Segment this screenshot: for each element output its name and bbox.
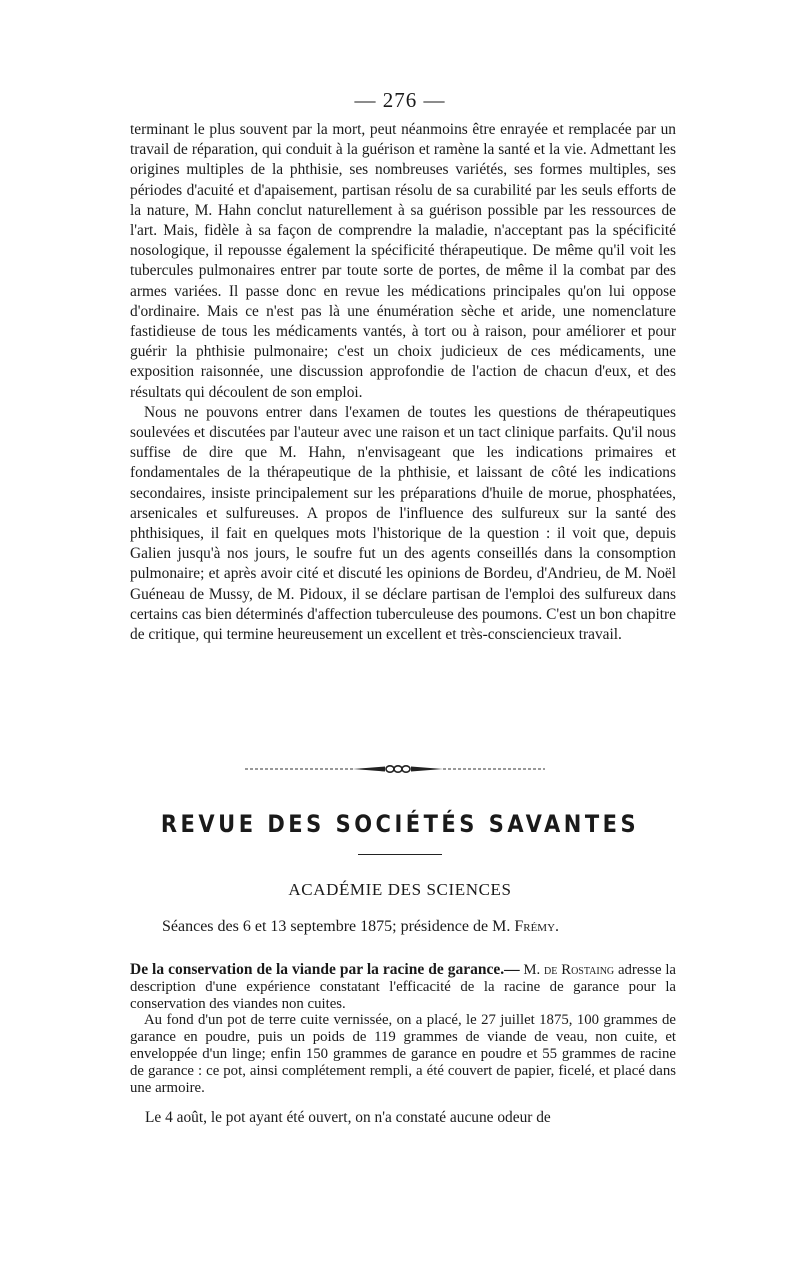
article-paragraph: Au fond d'un pot de terre cuite vernissée, on a placé, le 27 juillet 1875, 100 grammes de garance en poudre, puis un poids de 119 grammes de viande de veau, non cuite, et enveloppée d'un linge; enfin 150 grammes de garance en poudre et 55 grammes de racine de garance : ce pot, ainsi complétement rempli, a été couvert de papier, ficelé, et placé dans une armoire. — [130, 1012, 676, 1096]
page-number: — 276 — — [354, 88, 446, 112]
review-text — [130, 120, 676, 645]
article — [130, 962, 676, 1096]
session-line — [162, 918, 559, 936]
title-rule — [358, 854, 442, 855]
article-text: adresse la description d'une expérience constatant l'efficacité de la racine de garance pour la conservation des viandes non cuites. — [130, 962, 676, 1012]
article-author: M. de Rostaing — [523, 962, 615, 978]
session-president: Frémy. — [514, 918, 560, 935]
paragraph: terminant le plus souvent par la mort, peut néanmoins être enrayée et remplacée par un travail de réparation, qui conduit à la guérison et ramène la santé et la vie. Admettant les origines multiples de la phthisie, ses nombreuses variétés, ses formes multiples, ses périodes d'acuité et d'apaisement, partisan résolu de sa curabilité par les seuls efforts de la nature, M. Hahn conclut naturellement à sa guérison possible par les ressources de l'art. Mais, fidèle à sa façon de comprendre la maladie, n'acceptant pas la spécificité nosologique, il repousse également la spécificité thérapeutique. De même qu'il voit les tubercules pulmonaires entrer par toute sorte de portes, de même il la combat par des armes variées. Il passe donc en revue les médications principales qu'on lui oppose d'ordinaire. Mais ce n'est pas là une énumération sèche et aride, une nomenclature fastidieuse de tous les médicaments vantés, à tort ou à raison, pour améliorer et pour guérir la phthisie pulmonaire; c'est un choix judicieux de ces médicaments, une exposition raisonnée, une discussion approfondie de l'action de chacun d'eux, et des résultats qui découlent de son emploi. — [130, 121, 676, 401]
article-continuation: Le 4 août, le pot ayant été ouvert, on n'a constaté aucune odeur de — [145, 1109, 551, 1126]
session-text: Séances des 6 et 13 septembre 1875; présidence de M. — [162, 918, 515, 935]
section-title: REVUE DES SOCIÉTÉS SAVANTES — [160, 810, 640, 838]
subsection-title: ACADÉMIE DES SCIENCES — [288, 880, 512, 899]
ornament-divider — [245, 762, 545, 776]
paragraph: Nous ne pouvons entrer dans l'examen de toutes les questions de thérapeutiques soulevées et discutées par l'auteur avec une raison et un tact clinique parfaits. Qu'il nous suffise de dire que M. Hahn, n'envisageant que les indications primaires et fondamentales de la thérapeutique de la phthisie, et laissant de côté les indications secondaires, insiste principalement sur les préparations d'huile de morue, phosphatées, arsenicales et sulfureuses. A propos de l'influence des sulfureux sur la santé des phthisiques, il fait en quelques mots l'historique de la question : il voit que, depuis Galien jusqu'à nos jours, le soufre fut un des agents conseillés dans la consomption pulmonaire; et après avoir cité et discuté les opinions de Bordeu, d'Andrieu, de M. Noël Guéneau de Mussy, de M. Pidoux, il se déclare partisan de l'emploi des sulfureux dans certains cas bien déterminés d'affection tuberculeuse des poumons. C'est un bon chapitre de critique, qui termine heureusement un excellent et très-consciencieux travail. — [130, 403, 676, 644]
article-heading: De la conservation de la viande par la racine de garance.— — [130, 961, 520, 978]
